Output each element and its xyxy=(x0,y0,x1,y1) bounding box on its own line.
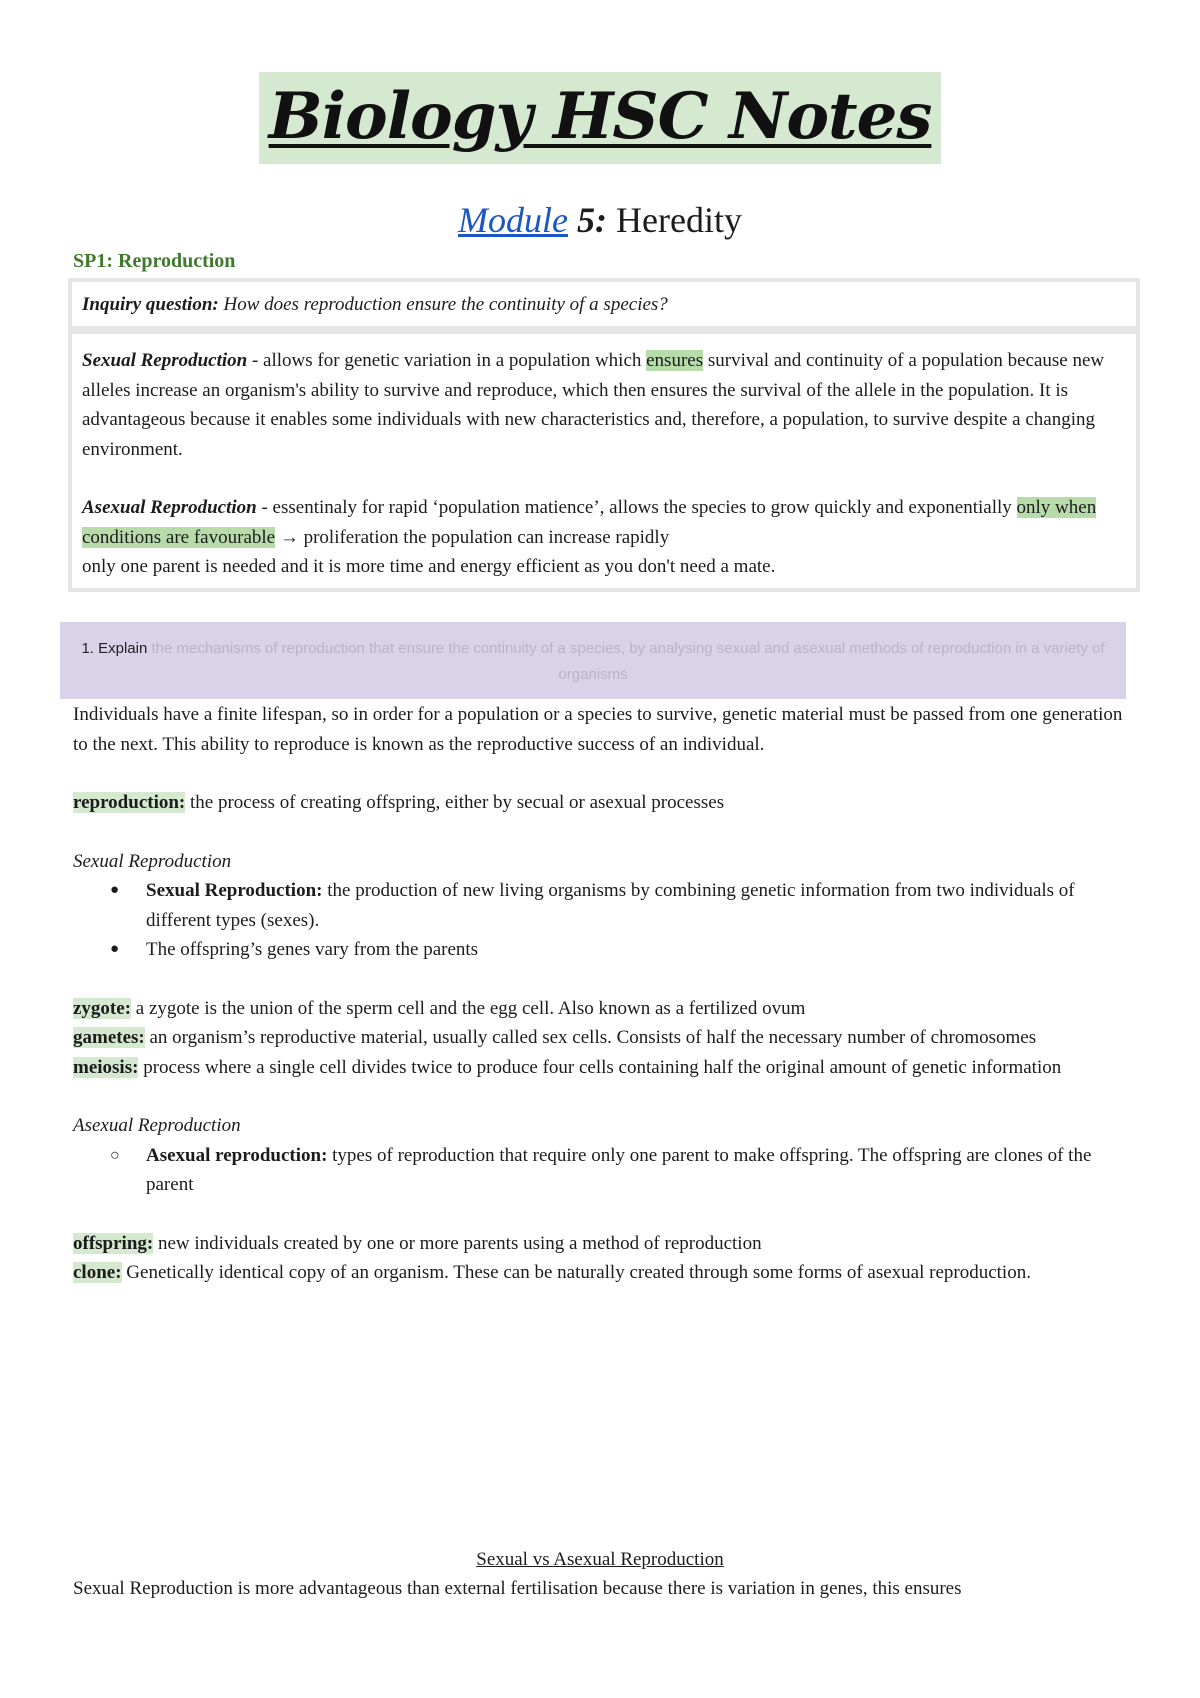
module-heading xyxy=(0,198,1200,242)
list-item xyxy=(73,935,1133,965)
sexual-text-2: survival and continuity of a population because new alleles increase an organism's ability to survive and reproduce, which then ensures the survival of the allele in the population. It is advantageous because it enables some individuals with new characteristics and, therefore, a population, to survive despite a changing environment. xyxy=(82,350,1105,460)
dot-point-question xyxy=(60,622,1126,699)
definition-meiosis xyxy=(73,1053,1133,1083)
bullet-term: Asexual reproduction: xyxy=(146,1144,328,1166)
inquiry-question-box xyxy=(68,278,1140,330)
asexual-subheading: Asexual Reproduction xyxy=(73,1115,241,1136)
comparison-heading: Sexual vs Asexual Reproduction xyxy=(476,1549,724,1570)
asexual-term: Asexual Reproduction xyxy=(82,497,257,518)
def-term: offspring: xyxy=(73,1232,154,1254)
def-text: an organism’s reproductive material, usually called sex cells. Consists of half the necessary number of chromosomes xyxy=(144,1027,1037,1048)
def-term: gametes: xyxy=(73,1027,145,1048)
def-term: reproduction: xyxy=(73,792,186,813)
comparison-text: Sexual Reproduction is more advantageous than external fertilisation because there is variation in genes, this ensures xyxy=(73,1578,962,1599)
module-name: Heredity xyxy=(616,200,742,240)
def-text: new individuals created by one or more parents using a method of reproduction xyxy=(153,1232,762,1254)
asexual-text-3: only one parent is needed and it is more time and energy efficient as you don't need a mate. xyxy=(82,556,776,577)
def-text: process where a single cell divides twice to produce four cells containing half the original amount of genetic information xyxy=(138,1056,1062,1078)
bullet-text: the production of new living organisms by combining genetic information from two individuals of different types (sexes). xyxy=(146,880,1075,931)
title-wrap xyxy=(0,72,1200,164)
asexual-text-1: - essentinaly for rapid ‘population matience’, allows the species to grow quickly and exponentially xyxy=(256,497,1017,518)
inquiry-text: How does reproduction ensure the continuity of a species? xyxy=(223,294,668,315)
list-item xyxy=(73,1141,1133,1200)
highlight-favourable: only when conditions are favourable xyxy=(82,497,1097,548)
def-text: Genetically identical copy of an organism. These can be naturally created through some forms of asexual reproduction. xyxy=(121,1262,1031,1283)
def-term: clone: xyxy=(73,1262,122,1283)
page-title: Biology HSC Notes xyxy=(259,72,942,164)
asexual-summary xyxy=(82,493,1126,582)
bullet-text: types of reproduction that require only one parent to make offspring. The offspring are clones of the parent xyxy=(146,1144,1092,1195)
def-text: a zygote is the union of the sperm cell and the egg cell. Also known as a fertilized ovum xyxy=(131,997,806,1019)
module-number: 5: xyxy=(577,200,607,240)
question-text: the mechanisms of reproduction that ensure the continuity of a species, by analysing sexual and asexual methods of reproduction in a variety of organisms xyxy=(151,640,1105,683)
definition-offspring xyxy=(73,1229,1133,1259)
bullet-term: Sexual Reproduction: xyxy=(146,880,323,901)
sexual-term: Sexual Reproduction xyxy=(82,350,248,371)
intro-paragraph: Individuals have a finite lifespan, so in order for a population or a species to survive, genetic material must be passed from one generation to the next. This ability to reproduce is known as the reproductive success of an individual. xyxy=(73,704,1123,755)
highlight-ensures: ensures xyxy=(646,350,704,371)
definition-gametes xyxy=(73,1023,1133,1053)
def-term: meiosis: xyxy=(73,1056,139,1078)
summary-box xyxy=(68,330,1140,592)
definition-zygote xyxy=(73,994,1133,1024)
question-prefix: 1. Explain xyxy=(81,640,148,657)
module-link[interactable]: Module xyxy=(458,200,568,240)
asexual-text-2: → proliferation the population can increase rapidly xyxy=(275,526,670,548)
sexual-list xyxy=(73,876,1133,965)
sexual-subheading: Sexual Reproduction xyxy=(73,850,232,872)
sexual-text-1: - allows for genetic variation in a population which xyxy=(247,350,647,371)
notes-body xyxy=(73,700,1133,1288)
asexual-list xyxy=(73,1141,1133,1200)
sexual-summary xyxy=(82,346,1126,464)
section-heading: SP1: Reproduction xyxy=(73,250,236,272)
bullet-text: The offspring’s genes vary from the parents xyxy=(146,939,479,960)
definition-clone xyxy=(73,1258,1133,1288)
list-item xyxy=(73,876,1133,935)
inquiry-label: Inquiry question: xyxy=(82,294,219,315)
reproduction-definition xyxy=(73,788,1133,818)
def-text: the process of creating offspring, either by secual or asexual processes xyxy=(185,792,725,813)
def-term: zygote: xyxy=(73,997,132,1019)
